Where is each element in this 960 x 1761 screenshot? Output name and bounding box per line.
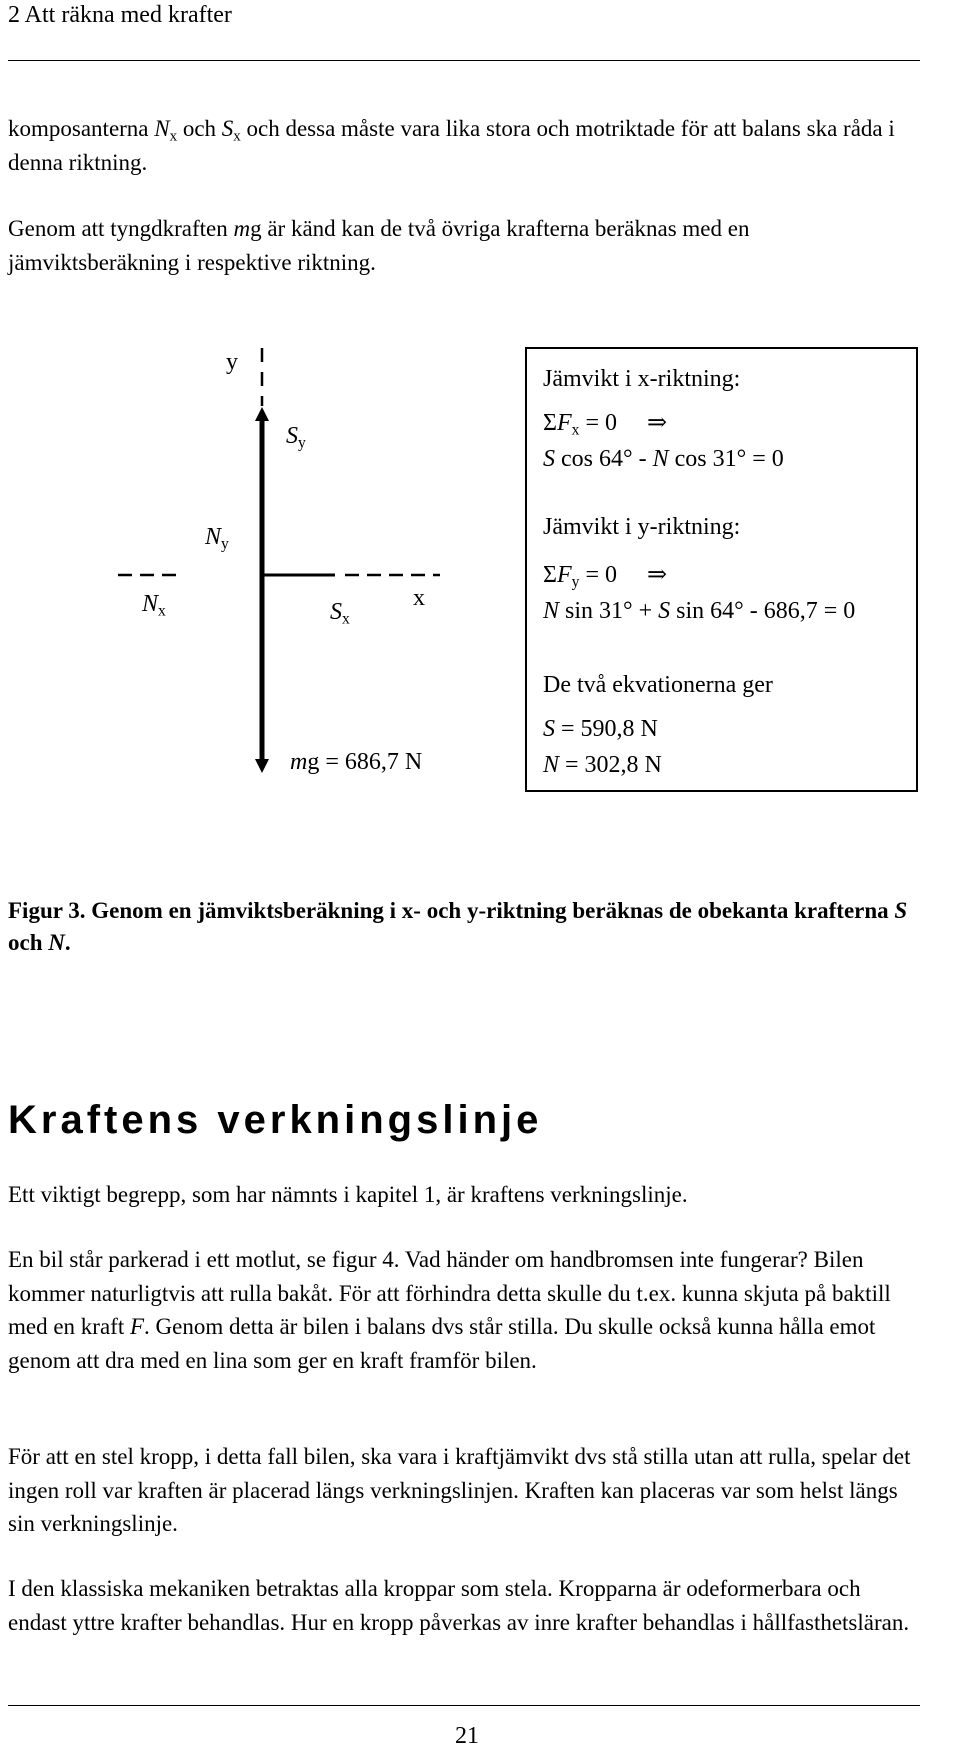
equations-box bbox=[525, 347, 918, 792]
section-paragraph-4: I den klassiska mekaniken betraktas alla kroppar som stela. Kropparna är odeformerbara och endast yttre krafter behandlas. Hur en kropp påverkas av inre krafter behandlas i hållfasthetsläran. bbox=[8, 1576, 910, 1635]
ny-label: $N_y$ bbox=[205, 524, 229, 553]
x-heading: Jämvikt i x-riktning: bbox=[543, 366, 741, 392]
x-sum: $\Sigma F_x = 0$ ⇒ bbox=[543, 410, 668, 439]
x-axis-label: x bbox=[413, 585, 425, 611]
section-paragraph-3: För att en stel kropp, i detta fall bilen, ska vara i kraftjämvikt dvs stå stilla utan att rulla, spelar det ingen roll var kraften är placerad längs verkningslinjen. Kraften kan placeras var som helst längs sin verkningslinje. bbox=[8, 1444, 911, 1536]
sy-label: $S_y$ bbox=[286, 423, 306, 452]
page-number: 21 bbox=[455, 1723, 479, 1749]
nx-label: $N_x$ bbox=[142, 591, 166, 620]
result-s: S = 590,8 N bbox=[543, 716, 658, 742]
intro-paragraph-2: Genom att tyngdkraften mg är känd kan de två övriga krafterna beräknas med en jämviktsberäkning i respektive riktning. bbox=[8, 216, 750, 275]
section-paragraph-1: Ett viktigt begrepp, som har nämnts i kapitel 1, är kraftens verkningslinje. bbox=[8, 1182, 688, 1207]
section-title: Kraftens verkningslinje bbox=[8, 1098, 543, 1142]
footer-divider bbox=[8, 1705, 920, 1706]
y-axis-label: y bbox=[226, 349, 238, 375]
result-n: N = 302,8 N bbox=[543, 752, 662, 778]
force-diagram bbox=[0, 330, 525, 800]
y-equation: N sin 31° + S sin 64° - 686,7 = 0 bbox=[543, 598, 856, 624]
sx-label: $S_x$ bbox=[330, 599, 350, 628]
y-heading: Jämvikt i y-riktning: bbox=[543, 514, 741, 540]
section-paragraph-2: En bil står parkerad i ett motlut, se figur 4. Vad händer om handbromsen inte fungerar? Bilen kommer naturligtvis att rulla bakåt. För att förhindra detta skulle du t.ex. kunna skjuta på baktill med en kraft F. Genom detta är bilen i balans dvs står stilla. Du skulle också kunna hålla emot genom att dra med en lina som ger en kraft framför bilen. bbox=[8, 1247, 891, 1373]
running-header: 2 Att räkna med krafter bbox=[8, 2, 232, 28]
header-divider bbox=[8, 60, 920, 61]
x-equation: S cos 64° - N cos 31° = 0 bbox=[543, 446, 784, 472]
intro-paragraph-1: komposanterna $N_x$ och $S_x$ och dessa måste vara lika stora och motriktade för att balans ska råda i denna riktning. bbox=[8, 116, 895, 175]
result-heading: De två ekvationerna ger bbox=[543, 672, 773, 698]
y-sum: $\Sigma F_y = 0$ ⇒ bbox=[543, 562, 668, 591]
figure-caption: Figur 3. Genom en jämviktsberäkning i x- och y-riktning beräknas de obekanta krafterna S och N. bbox=[8, 898, 908, 955]
mg-label: mg = 686,7 N bbox=[290, 749, 423, 775]
